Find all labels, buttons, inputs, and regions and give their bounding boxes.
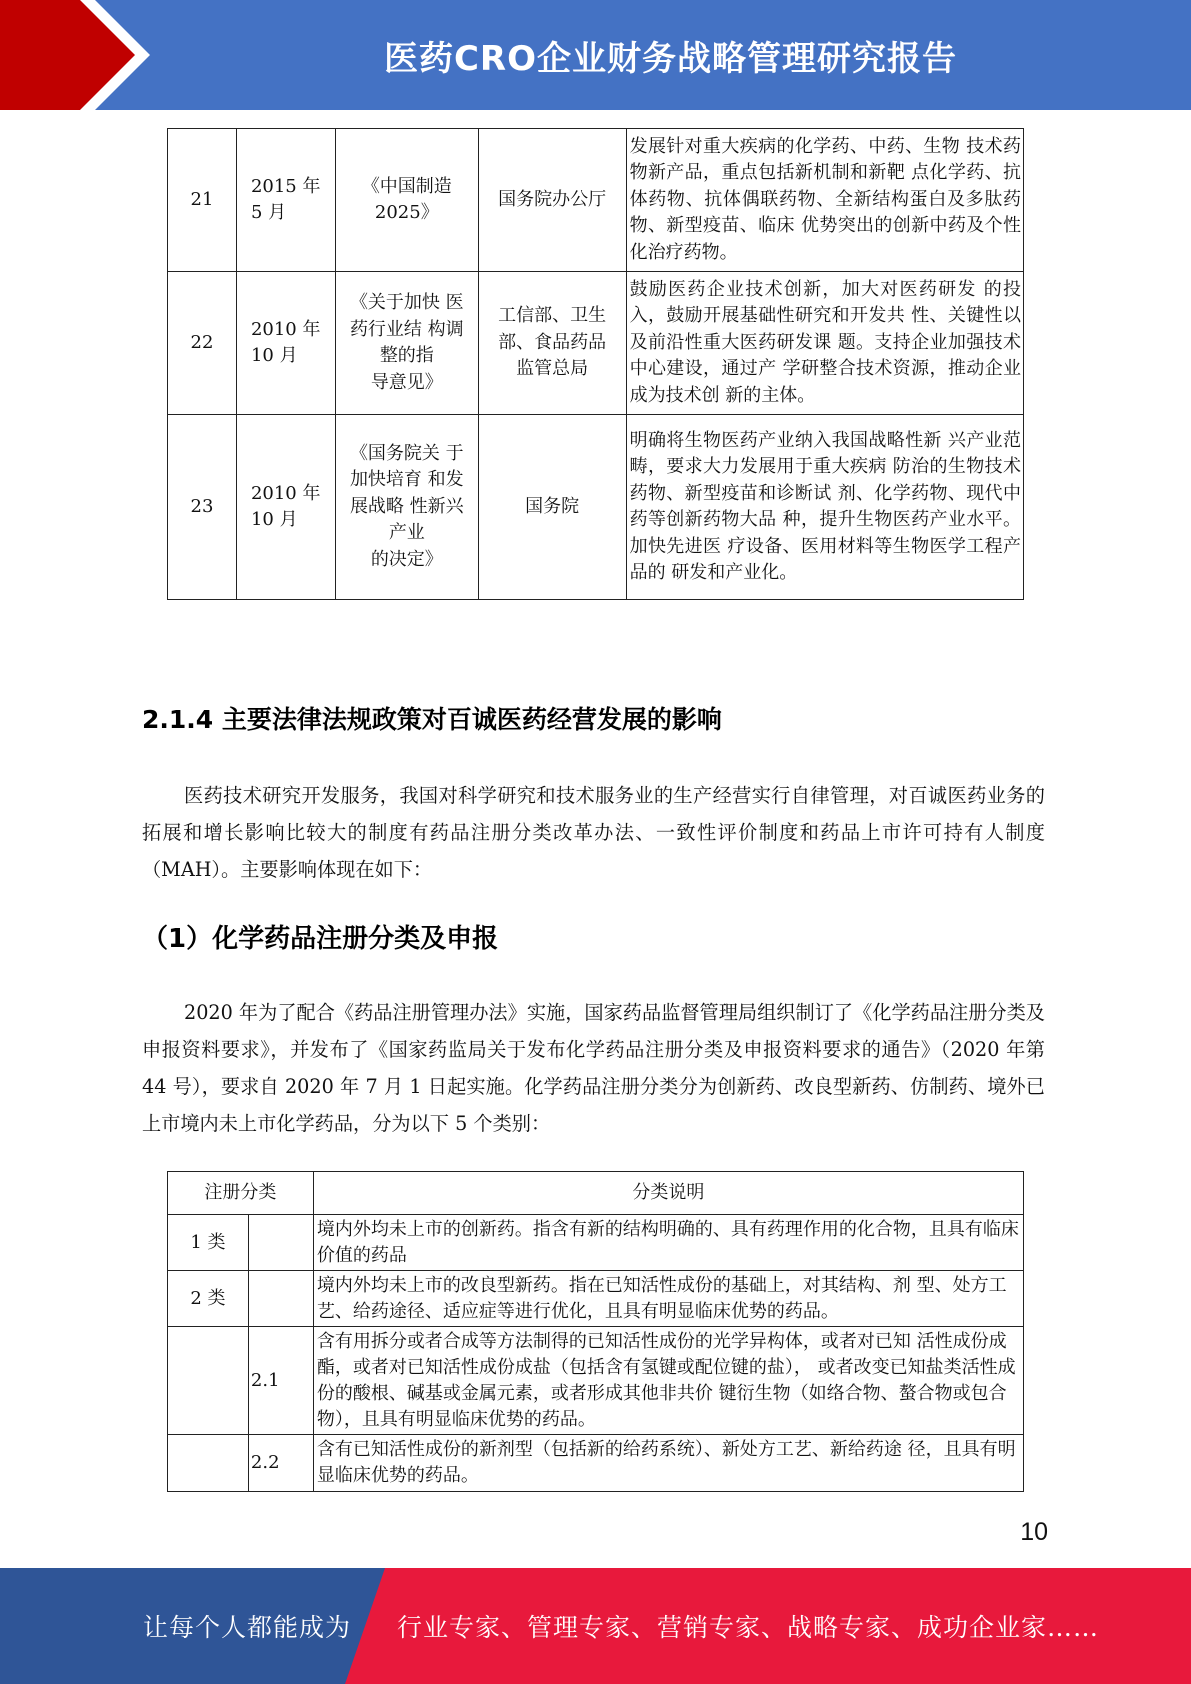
policy-document	[335, 415, 478, 600]
policy-date-month: 10 月	[250, 509, 298, 530]
policy-date-month: 10 月	[250, 345, 298, 366]
registration-description: 境内外均未上市的创新药。指含有新的结构明确的、具有药理作用的化合物，且具有临床价值的药品	[313, 1215, 1023, 1271]
footer-slogan-right: 行业专家、管理专家、营销专家、战略专家、成功企业家……	[397, 1613, 1100, 1642]
policy-row	[168, 129, 1024, 272]
policy-issuer-line: 部、食品药品	[498, 331, 607, 353]
policy-description: 鼓励医药企业技术创新，加大对医药研发 的投入，鼓励开展基础性研究和开发共 性、关键性以及前沿性重大医药研发课 题。支持企业加强技术中心建设，通过产 学研整合技术资源，推动企业成为技术创 新的主体。	[626, 272, 1023, 415]
registration-row	[168, 1327, 1024, 1435]
policy-document-line: 的决定》	[370, 548, 443, 570]
registration-description: 境内外均未上市的改良型新药。指在已知活性成份的基础上，对其结构、剂 型、处方工艺、给药途径、适应症等进行优化，且具有明显临床优势的药品。	[313, 1271, 1023, 1327]
policy-date	[236, 415, 335, 600]
footer-slogan-left: 让每个人都能成为	[143, 1613, 352, 1642]
policy-document-line: 《关于加快 医	[349, 292, 464, 313]
registration-paragraph: 2020 年为了配合《药品注册管理办法》实施，国家药品监督管理局组织制订了《化学药品注册分类及申报资料要求》，并发布了《国家药监局关于发布化学药品注册分类及申报资料要求的通告》（2020 年第 44 号），要求自 2020 年 7 月 1 日起实施。化学药品注册分类分为创新药、改良型新药、仿制药、境外已上市境内未上市化学药品，分为以下 5 个类别：	[142, 1001, 1045, 1135]
registration-row	[168, 1271, 1024, 1327]
registration-subcategory	[248, 1215, 313, 1271]
policy-document-line: 展战略 性新兴	[349, 495, 464, 517]
registration-category	[168, 1435, 249, 1492]
page-footer	[0, 1568, 1191, 1684]
policy-document-line: 《国务院关 于	[349, 442, 464, 464]
registration-subcategory	[248, 1271, 313, 1327]
policy-date-month: 5 月	[250, 202, 287, 223]
policy-issuer-line: 监管总局	[516, 358, 589, 380]
policy-document	[335, 272, 478, 415]
policy-no: 23	[168, 415, 237, 600]
registration-description: 含有已知活性成份的新剂型（包括新的给药系统）、新处方工艺、新给药途 径，且具有明显临床优势的药品。	[313, 1435, 1023, 1492]
registration-category: 2 类	[168, 1271, 249, 1327]
registration-row	[168, 1435, 1024, 1492]
policy-document-line: 2025》	[374, 202, 439, 223]
policy-issuer	[478, 129, 626, 272]
policy-date-year: 2015 年	[250, 175, 321, 197]
policy-document-line: 导意见》	[370, 371, 443, 393]
registration-description: 含有用拆分或者合成等方法制得的已知活性成份的光学异构体，或者对已知 活性成份成酯，或者对已知活性成份成盐（包括含有氢键或配位键的盐）， 或者改变已知盐类活性成份的酸根、碱基或金属元素，或者形成其他非共价 键衍生物（如络合物、螯合物或包合物），且具有明显临床优势的药品。	[313, 1327, 1023, 1435]
registration-category	[168, 1327, 249, 1435]
header-arrow-icon	[0, 0, 160, 110]
policy-document-line: 药行业结 构调	[349, 318, 464, 340]
policy-issuer-line: 工信部、卫生	[498, 305, 607, 327]
policy-description: 发展针对重大疾病的化学药、中药、生物 技术药物新产品，重点包括新机制和新靶 点化学药、抗体药物、抗体偶联药物、全新结构蛋白及多肽药物、新型疫苗、临床 优势突出的创新中药及个性化治疗药物。	[626, 129, 1023, 272]
policy-document-line: 《中国制造	[361, 175, 452, 197]
section-heading: 2.1.4 主要法律法规政策对百诚医药经营发展的影响	[142, 705, 722, 734]
policy-table	[167, 128, 1024, 600]
policy-date	[236, 129, 335, 272]
policy-date-year: 2010 年	[250, 318, 321, 340]
policy-issuer-line: 国务院办公厅	[498, 188, 607, 210]
registration-table	[167, 1171, 1024, 1492]
policy-date	[236, 272, 335, 415]
policy-issuer	[478, 272, 626, 415]
registration-row	[168, 1215, 1024, 1271]
header-description: 分类说明	[313, 1172, 1023, 1215]
page-header	[0, 0, 1191, 110]
intro-paragraph: 医药技术研究开发服务，我国对科学研究和技术服务业的生产经营实行自律管理，对百诚医药业务的拓展和增长影响比较大的制度有药品注册分类改革办法、一致性评价制度和药品上市许可持有人制度（MAH）。主要影响体现在如下：	[142, 784, 1045, 881]
policy-document-line: 产业	[388, 522, 425, 544]
policy-document-line: 加快培育 和发	[349, 469, 464, 491]
policy-no: 22	[168, 272, 237, 415]
policy-row	[168, 415, 1024, 600]
policy-row	[168, 272, 1024, 415]
header-category: 注册分类	[168, 1172, 314, 1215]
registration-table-header	[168, 1172, 1024, 1215]
policy-description: 明确将生物医药产业纳入我国战略性新 兴产业范畴，要求大力发展用于重大疾病 防治的生物技术药物、新型疫苗和诊断试 剂、化学药物、现代中药等创新药物大品 种，提升生物医药产业水平。加快先进医 疗设备、医用材料等生物医学工程产品的 研发和产业化。	[626, 415, 1023, 600]
registration-subcategory: 2.2	[248, 1435, 313, 1492]
policy-issuer-line: 国务院	[525, 495, 580, 517]
policy-no: 21	[168, 129, 237, 272]
policy-document	[335, 129, 478, 272]
report-title: 医药CRO企业财务战略管理研究报告	[383, 38, 958, 79]
subsection-heading: （1）化学药品注册分类及申报	[142, 924, 499, 954]
policy-date-year: 2010 年	[250, 482, 321, 504]
registration-subcategory: 2.1	[248, 1327, 313, 1435]
policy-issuer	[478, 415, 626, 600]
page-number: 10	[1020, 1518, 1048, 1546]
policy-document-line: 整的指	[379, 345, 434, 366]
registration-category: 1 类	[168, 1215, 249, 1271]
